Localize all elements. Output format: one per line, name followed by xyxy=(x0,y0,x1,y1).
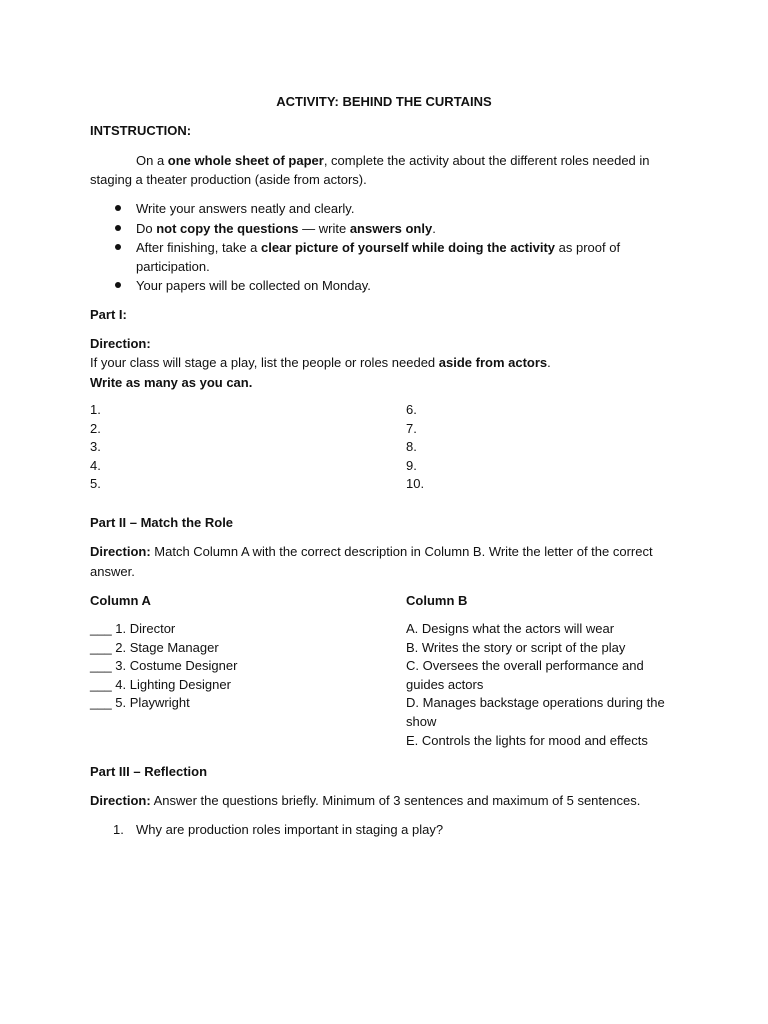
part1-direction-text: If your class will stage a play, list the people or roles needed aside from actors. xyxy=(90,355,551,370)
instruction-heading: INTSTRUCTION: xyxy=(90,123,192,138)
list-item: C. Oversees the overall performance and xyxy=(406,658,644,674)
list-item: 8. xyxy=(406,439,417,455)
list-item: 1. xyxy=(90,402,101,417)
page-title: ACTIVITY: BEHIND THE CURTAINS xyxy=(276,94,492,109)
reflection-question-number: 1. xyxy=(113,822,124,837)
list-item: E. Controls the lights for mood and effects xyxy=(406,732,648,748)
instruction-paragraph-line2: staging a theater production (aside from actors). xyxy=(90,172,367,187)
instruction-paragraph-line1: On a one whole sheet of paper, complete the activity about the different roles needed in xyxy=(136,153,650,168)
list-item: 3. xyxy=(90,439,101,455)
part2-direction-line2: answer. xyxy=(90,564,135,579)
part1-right-list xyxy=(406,401,424,494)
column-a-heading: Column A xyxy=(90,593,151,608)
column-b-heading: Column B xyxy=(406,593,468,608)
list-item: 5. xyxy=(90,476,101,492)
part3-heading: Part III – Reflection xyxy=(90,764,208,779)
list-item: 2. xyxy=(90,420,101,436)
bullet-item-4: Your papers will be collected on Monday. xyxy=(136,278,371,293)
bullet-dot xyxy=(115,225,121,231)
list-item: ___ 5. Playwright xyxy=(90,695,190,711)
part3-direction: Direction: Answer the questions briefly. Minimum of 3 sentences and maximum of 5 sentences. xyxy=(90,793,641,808)
part2-direction-line1: Direction: Match Column A with the correct description in Column B. Write the letter of the correct xyxy=(90,544,653,559)
part1-direction-heading: Direction: xyxy=(90,336,151,351)
bullet-item-2: Do not copy the questions — write answers only. xyxy=(136,221,436,236)
bullet-dot xyxy=(115,282,121,288)
column-b-list xyxy=(406,620,665,750)
list-item: ___ 4. Lighting Designer xyxy=(90,676,231,692)
list-item: ___ 1. Director xyxy=(90,621,176,636)
bullet-dot xyxy=(115,244,121,250)
column-a-list xyxy=(90,620,237,713)
list-item: 9. xyxy=(406,457,417,473)
list-item: guides actors xyxy=(406,676,484,692)
list-item: 7. xyxy=(406,420,417,436)
bullet-item-1: Write your answers neatly and clearly. xyxy=(136,201,355,216)
list-item: B. Writes the story or script of the play xyxy=(406,639,626,655)
bullet-item-3-continued: participation. xyxy=(136,259,210,274)
list-item: show xyxy=(406,713,437,729)
part1-emphasis: Write as many as you can. xyxy=(90,375,253,390)
list-item: 10. xyxy=(406,476,425,492)
list-item: ___ 3. Costume Designer xyxy=(90,658,238,674)
list-item: A. Designs what the actors will wear xyxy=(406,621,615,636)
list-item: 4. xyxy=(90,457,101,473)
part2-heading: Part II – Match the Role xyxy=(90,515,234,530)
list-item: ___ 2. Stage Manager xyxy=(90,639,219,655)
part1-left-list xyxy=(90,401,101,494)
bullet-item-3: After finishing, take a clear picture of yourself while doing the activity as proof of xyxy=(136,240,621,255)
list-item: D. Manages backstage operations during the xyxy=(406,695,665,711)
list-item: 6. xyxy=(406,402,417,417)
part1-heading: Part I: xyxy=(90,307,127,322)
reflection-question-1: Why are production roles important in staging a play? xyxy=(136,822,444,837)
bullet-dot xyxy=(115,205,121,211)
